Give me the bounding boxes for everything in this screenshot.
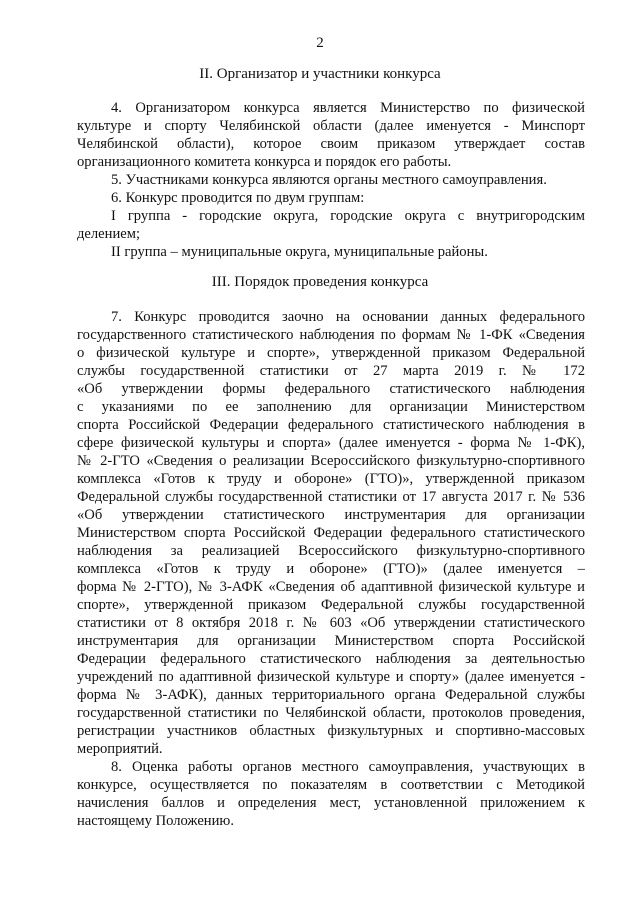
text-line: II группа – муниципальные округа, муниципальные районы. xyxy=(111,244,488,260)
text-line: Министерством спорта Российской Федерации федерального статистического xyxy=(77,525,585,541)
text-line: государственного статистического наблюдения по формам № 1-ФК «Сведения xyxy=(77,327,585,343)
text-line: настоящему Положению. xyxy=(77,813,234,829)
text-line: комплекса «Готов к труду и обороне» (ГТО)», утвержденной приказом xyxy=(77,471,585,487)
text-line: № 2-ГТО «Сведения о реализации Всероссийского физкультурно-спортивного xyxy=(77,453,585,469)
text-line: культуре и спорту Челябинской области (далее именуется - Минспорт xyxy=(77,118,585,134)
page-number: 2 xyxy=(316,35,324,51)
text-line: 4. Организатором конкурса является Министерство по физической xyxy=(111,100,585,116)
text-line: форма № 2-ГТО), № 3-АФК «Сведения об адаптивной физической культуре и xyxy=(77,579,585,595)
text-line: Федеральной службы государственной статистики от 17 августа 2017 г. № 536 xyxy=(77,489,585,505)
text-line: 8. Оценка работы органов местного самоуправления, участвующих в xyxy=(111,759,585,775)
text-line: «Об утверждении формы федерального статистического наблюдения xyxy=(77,381,585,397)
text-line: учреждений по адаптивной физической культуре и спорту» (далее именуется - xyxy=(77,669,585,685)
section-heading-organizer: II. Организатор и участники конкурса xyxy=(199,66,441,82)
text-line: спорта Российской Федерации федерального статистического наблюдения в xyxy=(77,417,585,433)
text-line: 5. Участниками конкурса являются органы местного самоуправления. xyxy=(111,172,547,188)
text-line: «Об утверждении статистического инструментария для организации xyxy=(77,507,585,523)
text-line: I группа - городские округа, городские округа с внутригородским xyxy=(111,208,585,224)
text-line: комплекса «Готов к труду и обороне» (ГТО)» (далее именуется – xyxy=(77,561,585,577)
text-line: регистрации участников областных физкультурных и спортивно-массовых xyxy=(77,723,585,739)
text-line: делением; xyxy=(77,226,141,242)
text-line: начисления баллов и определения мест, установленной приложением к xyxy=(77,795,585,811)
text-line: мероприятий. xyxy=(77,741,163,757)
text-line: 7. Конкурс проводится заочно на основании данных федерального xyxy=(111,309,585,325)
text-line: наблюдения за реализацией Всероссийского физкультурно-спортивного xyxy=(77,543,585,559)
text-line: Федерации федерального статистического наблюдения за деятельностью xyxy=(77,651,585,667)
text-line: государственной статистики по Челябинской области, протоколов проведения, xyxy=(77,705,585,721)
section-heading-procedure: III. Порядок проведения конкурса xyxy=(211,274,429,290)
text-line: о физической культуре и спорте», утвержденной приказом Федеральной xyxy=(77,345,585,361)
text-line: 6. Конкурс проводится по двум группам: xyxy=(111,190,365,206)
text-line: инструментария для организации Министерством спорта Российской xyxy=(77,633,585,649)
text-line: службы государственной статистики от 27 марта 2019 г. № 172 xyxy=(77,363,585,379)
text-line: статистики от 8 октября 2018 г. № 603 «Об утверждении статистического xyxy=(77,615,585,631)
text-line: спорте», утвержденной приказом Федеральной службы государственной xyxy=(77,597,585,613)
text-line: конкурсе, осуществляется по показателям в соответствии с Методикой xyxy=(77,777,585,793)
text-line: сфере физической культуры и спорта» (далее именуется - форма № 1-ФК), xyxy=(77,435,585,451)
text-line: организационного комитета конкурса и порядок его работы. xyxy=(77,154,452,170)
text-line: Челябинской области), которое своим приказом утверждает состав xyxy=(77,136,585,152)
text-line: с указаниями по ее заполнению для организации Министерством xyxy=(77,399,585,415)
text-line: форма № 3-АФК), данных территориального органа Федеральной службы xyxy=(77,687,585,703)
